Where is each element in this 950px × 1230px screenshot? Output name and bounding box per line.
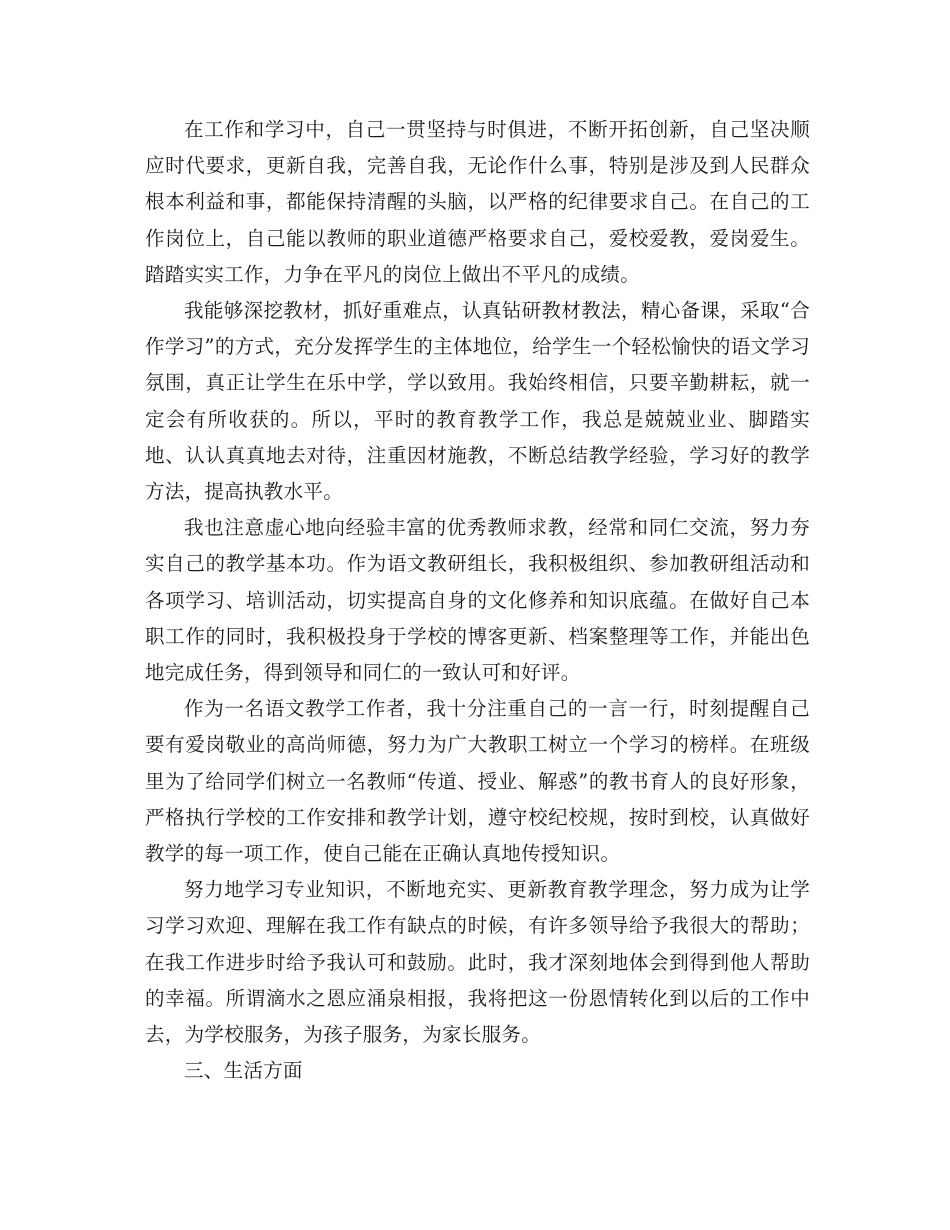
document-body xyxy=(145,112,810,1089)
paragraph-professional-study: 努力地学习专业知识，不断地充实、更新教育教学理念，努力成为让学习学习欢迎、理解在我工作有缺点的时候，有许多领导给予我很大的帮助；在我工作进步时给予我认可和鼓励。此时，我才深刻地体会到得到他人帮助的幸福。所谓滴水之恩应涌泉相报，我将把这一份恩情转化到以后的工作中去，为学校服务，为孩子服务，为家长服务。 xyxy=(145,878,810,1047)
paragraph-learning-from-teachers: 我也注意虚心地向经验丰富的优秀教师求教，经常和同仁交流，努力夯实自己的教学基本功。作为语文教研组长，我积极组织、参加教研组活动和各项学习、培训活动，切实提高自身的文化修养和知识底蕴。在做好自己本职工作的同时，我积极投身于学校的博客更新、档案整理等工作，并能出色地完成任务，得到领导和同仁的一致认可和好评。 xyxy=(145,516,810,685)
paragraph-teacher-ethics: 作为一名语文教学工作者，我十分注重自己的一言一行，时刻提醒自己要有爱岗敬业的高尚师德，努力为广大教职工树立一个学习的榜样。在班级里为了给同学们树立一名教师“传道、授业、解惑”的教书育人的良好形象，严格执行学校的工作安排和教学计划，遵守校纪校规，按时到校，认真做好教学的每一项工作，使自己能在正确认真地传授知识。 xyxy=(145,697,810,866)
section-heading-life: 三、生活方面 xyxy=(184,1059,303,1083)
paragraph-teaching-materials: 我能够深挖教材，抓好重难点，认真钻研教材教法，精心备课，采取“合作学习”的方式，充分发挥学生的主体地位，给学生一个轻松愉快的语文学习氛围，真正让学生在乐中学，学以致用。我始终相信，只要辛勤耕耘，就一定会有所收获的。所以，平时的教育教学工作，我总是兢兢业业、脚踏实地、认认真真地去对待，注重因材施教，不断总结教学经验，学习好的教学方法，提高执教水平。 xyxy=(145,299,810,504)
paragraph-work-study: 在工作和学习中，自己一贯坚持与时俱进，不断开拓创新，自己坚决顺应时代要求，更新自我，完善自我，无论作什么事，特别是涉及到人民群众根本利益和事，都能保持清醒的头脑，以严格的纪律要求自己。在自己的工作岗位上，自己能以教师的职业道德严格要求自己，爱校爱教，爱岗爱生。踏踏实实工作，力争在平凡的岗位上做出不平凡的成绩。 xyxy=(145,118,810,286)
